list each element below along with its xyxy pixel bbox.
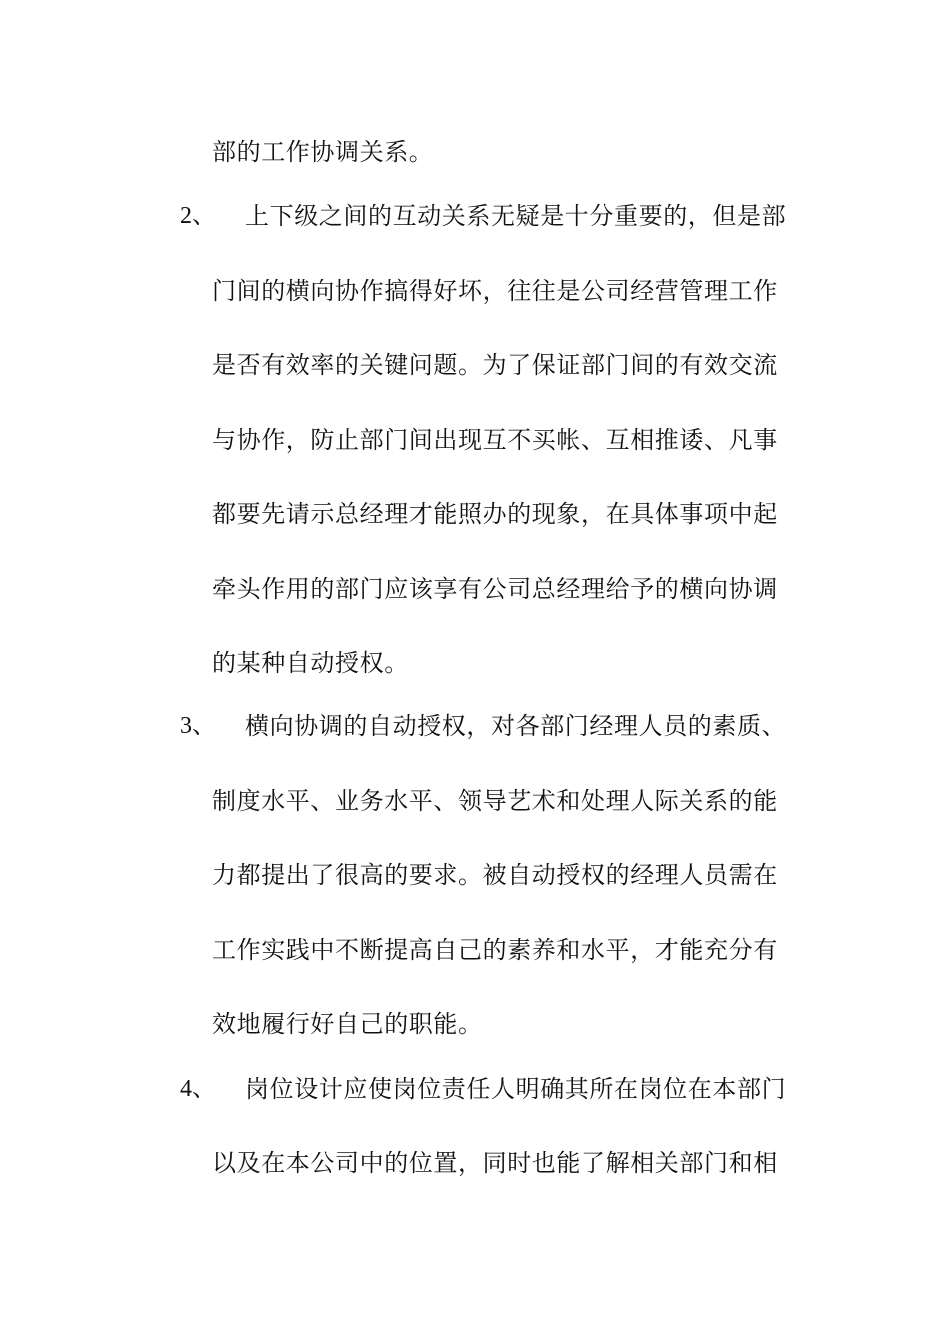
item-3-line-1: 横向协调的自动授权，对各部门经理人员的素质、 bbox=[245, 712, 787, 740]
item-4-line-1: 岗位设计应使岗位责任人明确其所在岗位在本部门 bbox=[245, 1075, 787, 1103]
item-2-line-3: 是否有效率的关键问题。为了保证部门间的有效交流 bbox=[212, 351, 778, 379]
continuation-line-1: 部的工作协调关系。 bbox=[212, 138, 434, 166]
item-4-number: 4、 bbox=[180, 1076, 216, 1102]
item-2-number: 2、 bbox=[180, 203, 216, 229]
item-2-line-5: 都要先请示总经理才能照办的现象，在具体事项中起 bbox=[212, 500, 778, 528]
item-3-number: 3、 bbox=[180, 713, 216, 739]
item-3-line-4: 工作实践中不断提高自己的素养和水平，才能充分有 bbox=[212, 936, 778, 964]
item-2-line-1: 上下级之间的互动关系无疑是十分重要的，但是部 bbox=[245, 202, 787, 230]
item-2-line-2: 门间的横向协作搞得好坏，往往是公司经营管理工作 bbox=[212, 277, 778, 305]
item-2-line-7: 的某种自动授权。 bbox=[212, 649, 409, 677]
item-2-line-4: 与协作，防止部门间出现互不买帐、互相推诿、凡事 bbox=[212, 426, 778, 454]
item-3-line-5: 效地履行好自己的职能。 bbox=[212, 1010, 483, 1038]
item-3-line-2: 制度水平、业务水平、领导艺术和处理人际关系的能 bbox=[212, 787, 778, 815]
item-2-line-6: 牵头作用的部门应该享有公司总经理给予的横向协调 bbox=[212, 575, 778, 603]
item-4-line-2: 以及在本公司中的位置，同时也能了解相关部门和相 bbox=[212, 1149, 778, 1177]
item-3-line-3: 力都提出了很高的要求。被自动授权的经理人员需在 bbox=[212, 861, 778, 889]
